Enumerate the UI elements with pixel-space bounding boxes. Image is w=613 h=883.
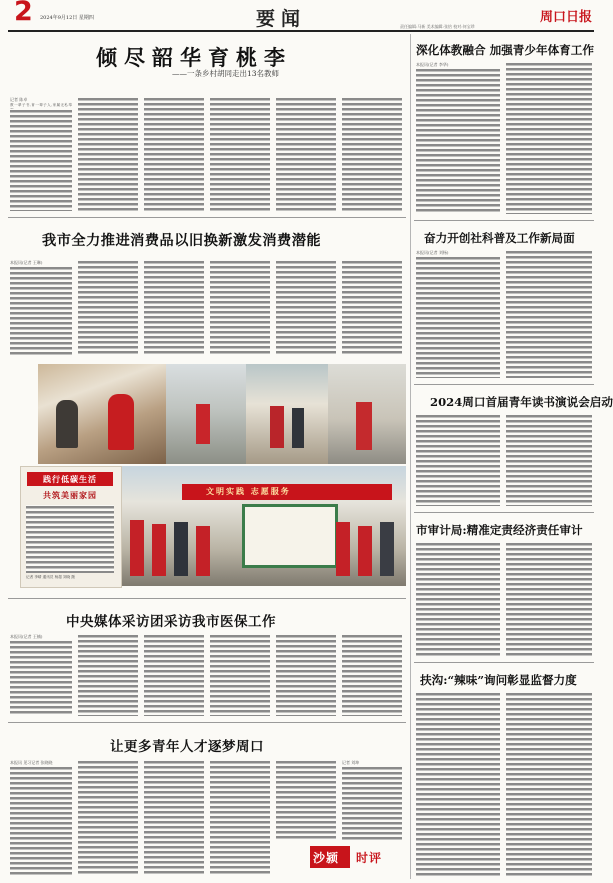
photo-storefront <box>246 364 328 464</box>
photo-person <box>292 408 304 448</box>
youth-headline: 让更多青年人才逐梦周口 <box>110 739 264 755</box>
youth-col-5 <box>276 760 336 840</box>
photo-volunteer-shop <box>38 364 166 464</box>
right-byline-2: 本报讯(记者 刘杨) <box>416 250 449 255</box>
right-3-col-1 <box>416 414 500 506</box>
right-headline-4: 市审计局:精准定责经济责任审计 <box>416 523 583 537</box>
editor-info: 责任编辑:马新 美术编辑:张怡 校对:何宝珍 <box>400 24 475 29</box>
volunteer-caption-text <box>26 505 114 573</box>
photo-street-event <box>166 364 246 464</box>
lead-col-3 <box>144 97 204 211</box>
youth-col-1 <box>10 766 72 876</box>
consumer-col-4 <box>210 260 270 356</box>
right-4-col-1 <box>416 542 500 656</box>
media-col-2 <box>78 634 138 716</box>
media-col-1 <box>10 640 72 716</box>
right-2-col-2 <box>506 250 592 378</box>
lead-subheadline: ——一条乡村胡同走出13名教师 <box>172 69 280 78</box>
page-number: 2 <box>14 0 33 27</box>
commentary-text <box>342 766 402 840</box>
media-col-4 <box>210 634 270 716</box>
consumer-col-1 <box>10 266 72 356</box>
section-title: 要闻 <box>256 8 307 30</box>
media-byline: 本报讯(记者 王楠) <box>10 634 43 639</box>
paper-name: 周口日报 <box>540 10 593 25</box>
photo-person <box>356 402 372 450</box>
photo-person <box>56 400 78 448</box>
lead-col-6 <box>342 97 402 211</box>
photo-person <box>336 522 350 576</box>
divider <box>414 220 594 221</box>
volunteer-caption-credit: 记者 李晴 通讯员 杨超 刘晓 摄 <box>26 575 75 579</box>
commentary-label-2: 时评 <box>356 851 383 865</box>
masthead-rule <box>8 30 594 32</box>
photo-person <box>130 520 144 576</box>
lead-col-4 <box>210 97 270 211</box>
youth-byline: 本报讯 见习记者 张晓晓 <box>10 760 53 765</box>
lead-col-1 <box>10 109 72 211</box>
right-byline-1: 本报讯(记者 李华) <box>416 62 449 67</box>
media-col-5 <box>276 634 336 716</box>
right-headline-2: 奋力开创社科普及工作新局面 <box>424 231 575 245</box>
media-col-3 <box>144 634 204 716</box>
photo-person <box>174 522 188 576</box>
photo-person <box>152 524 166 576</box>
lead-col-5 <box>276 97 336 211</box>
photo-person <box>196 526 210 576</box>
consumer-headline: 我市全力推进消费品以旧换新激发消费潜能 <box>42 233 322 249</box>
right-1-col-1 <box>416 68 500 214</box>
commentary-label: 沙颍 <box>313 851 340 865</box>
right-1-col-2 <box>506 62 592 214</box>
divider <box>414 384 594 385</box>
consumer-byline: 本报讯(记者 王琳) <box>10 260 43 265</box>
commentary-byline: 记者 刘坤 <box>342 760 360 765</box>
divider <box>8 217 406 218</box>
volunteer-banner-text: 文明实践 志愿服务 <box>206 486 291 496</box>
divider <box>8 598 406 599</box>
photo-person <box>380 522 394 576</box>
photo-person <box>358 526 372 576</box>
lead-col-2 <box>78 97 138 211</box>
divider <box>8 722 406 723</box>
volunteer-title: 共筑美丽家园 <box>43 490 97 500</box>
divider <box>414 512 594 513</box>
photo-sidewalk <box>328 364 406 464</box>
photo-board <box>242 504 338 568</box>
photo-person <box>196 404 210 444</box>
lead-byline: 记者 陈卓 <box>10 97 28 102</box>
volunteer-caption-box <box>20 466 122 588</box>
masthead <box>0 0 600 30</box>
youth-col-4 <box>210 760 270 876</box>
right-3-col-2 <box>506 414 592 506</box>
right-headline-5: 扶沟:“辣味”询问彰显监督力度 <box>420 673 577 687</box>
right-4-col-2 <box>506 542 592 656</box>
right-5-col-2 <box>506 692 592 876</box>
column-divider <box>410 34 411 879</box>
photo-group-volunteers <box>122 466 406 586</box>
consumer-col-6 <box>342 260 402 356</box>
right-2-col-1 <box>416 256 500 378</box>
youth-col-2 <box>78 760 138 876</box>
right-headline-1: 深化体教融合 加强青少年体育工作 <box>416 43 594 57</box>
youth-col-3 <box>144 760 204 876</box>
consumer-col-2 <box>78 260 138 356</box>
right-headline-3: 2024周口首届青年读书演说会启动 <box>430 395 613 409</box>
photo-person <box>108 394 134 450</box>
lead-headline: 倾尽韶华育桃李 <box>96 45 292 70</box>
issue-date: 2024年9月12日 星期四 <box>40 15 94 21</box>
photo-person <box>270 406 284 448</box>
right-5-col-1 <box>416 692 500 876</box>
consumer-col-3 <box>144 260 204 356</box>
media-headline: 中央媒体采访团采访我市医保工作 <box>66 614 276 630</box>
consumer-col-5 <box>276 260 336 356</box>
lead-intro: 教一辈子书,育一辈子人,家属无私奉 <box>10 103 72 107</box>
volunteer-label: 践行低碳生活 <box>27 472 113 486</box>
media-col-6 <box>342 634 402 716</box>
divider <box>414 662 594 663</box>
